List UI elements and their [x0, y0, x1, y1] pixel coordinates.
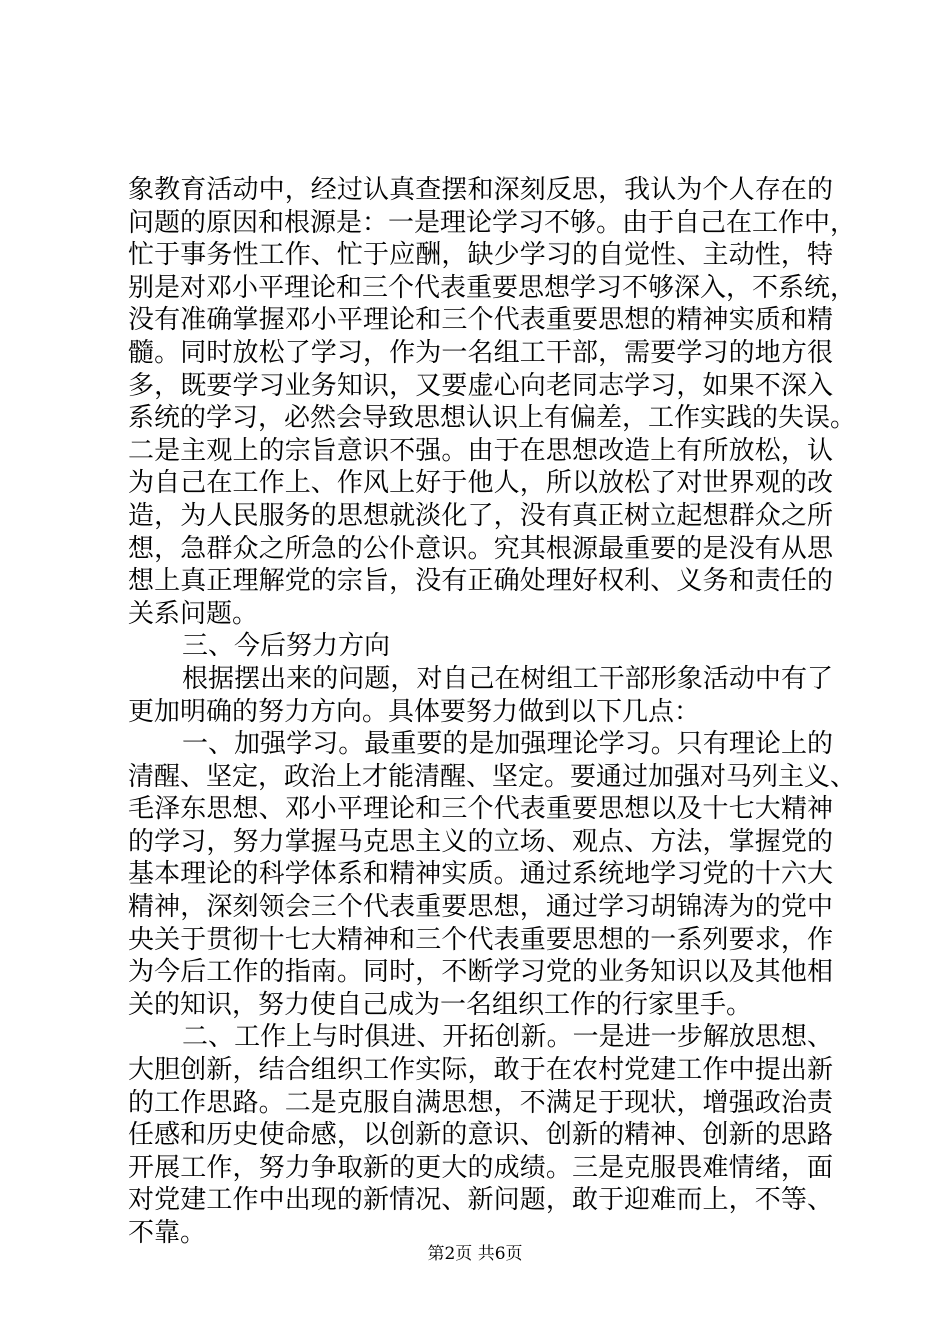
page-footer	[0, 1243, 950, 1265]
document-body	[128, 174, 857, 1250]
text-line: 造，为人民服务的思想就淡化了，没有真正树立起想群众之所	[128, 500, 833, 531]
text-line: 别是对邓小平理论和三个代表重要思想学习不够深入，不系统，	[128, 272, 857, 303]
text-line: 为今后工作的指南。同时，不断学习党的业务知识以及其他相	[128, 957, 833, 988]
text-line: 的学习，努力掌握马克思主义的立场、观点、方法，掌握党的	[128, 826, 833, 857]
text-line: 根据摆出来的问题，对自己在树组工干部形象活动中有了	[182, 663, 833, 694]
text-line: 任感和历史使命感，以创新的意识、创新的精神、创新的思路	[128, 1120, 833, 1151]
text-line: 关的知识，努力使自己成为一名组织工作的行家里手。	[128, 989, 753, 1020]
text-line: 不靠。	[128, 1218, 207, 1248]
text-line: 髓。同时放松了学习，作为一名组工干部，需要学习的地方很	[128, 337, 833, 368]
text-line: 大胆创新，结合组织工作实际，敢于在农村党建工作中提出新	[128, 1055, 833, 1086]
text-line: 基本理论的科学体系和精神实质。通过系统地学习党的十六大	[128, 859, 833, 890]
text-line: 象教育活动中，经过认真查摆和深刻反思，我认为个人存在的	[128, 175, 833, 205]
text-line: 想，急群众之所急的公仆意识。究其根源最重要的是没有从思	[128, 533, 833, 564]
text-line: 清醒、坚定，政治上才能清醒、坚定。要通过加强对马列主义、	[128, 761, 857, 792]
text-line: 三、今后努力方向	[182, 631, 391, 662]
text-line: 对党建工作中出现的新情况、新问题，敢于迎难而上，不等、	[128, 1185, 833, 1216]
text-line: 为自己在工作上、作风上好于他人，所以放松了对世界观的改	[128, 468, 833, 499]
text-line: 多，既要学习业务知识，又要虚心向老同志学习，如果不深入	[128, 370, 833, 401]
text-line: 的工作思路。二是克服自满思想，不满足于现状，增强政治责	[128, 1087, 833, 1118]
text-line: 系统的学习，必然会导致思想认识上有偏差，工作实践的失误。	[128, 403, 857, 434]
text-line: 关系问题。	[128, 598, 259, 629]
text-line: 忙于事务性工作、忙于应酬，缺少学习的自觉性、主动性，特	[128, 240, 833, 271]
text-line: 开展工作，努力争取新的更大的成绩。三是克服畏难情绪，面	[128, 1152, 833, 1183]
text-line: 二、工作上与时俱进、开拓创新。一是进一步解放思想、	[182, 1022, 833, 1053]
text-line: 想上真正理解党的宗旨，没有正确处理好权利、义务和责任的	[128, 566, 833, 597]
page-number-label: 第2页 共6页	[427, 1244, 523, 1264]
text-line: 更加明确的努力方向。具体要努力做到以下几点：	[128, 696, 701, 727]
text-line: 没有准确掌握邓小平理论和三个代表重要思想的精神实质和精	[128, 305, 833, 336]
text-line: 二是主观上的宗旨意识不强。由于在思想改造上有所放松，认	[128, 435, 833, 466]
text-line: 一、加强学习。最重要的是加强理论学习。只有理论上的	[182, 729, 833, 760]
text-line: 问题的原因和根源是：一是理论学习不够。由于自己在工作中，	[128, 207, 857, 238]
text-line: 精神，深刻领会三个代表重要思想，通过学习胡锦涛为的党中	[128, 892, 833, 923]
text-line: 毛泽东思想、邓小平理论和三个代表重要思想以及十七大精神	[128, 794, 833, 825]
text-line: 央关于贯彻十七大精神和三个代表重要思想的一系列要求，作	[128, 924, 833, 955]
